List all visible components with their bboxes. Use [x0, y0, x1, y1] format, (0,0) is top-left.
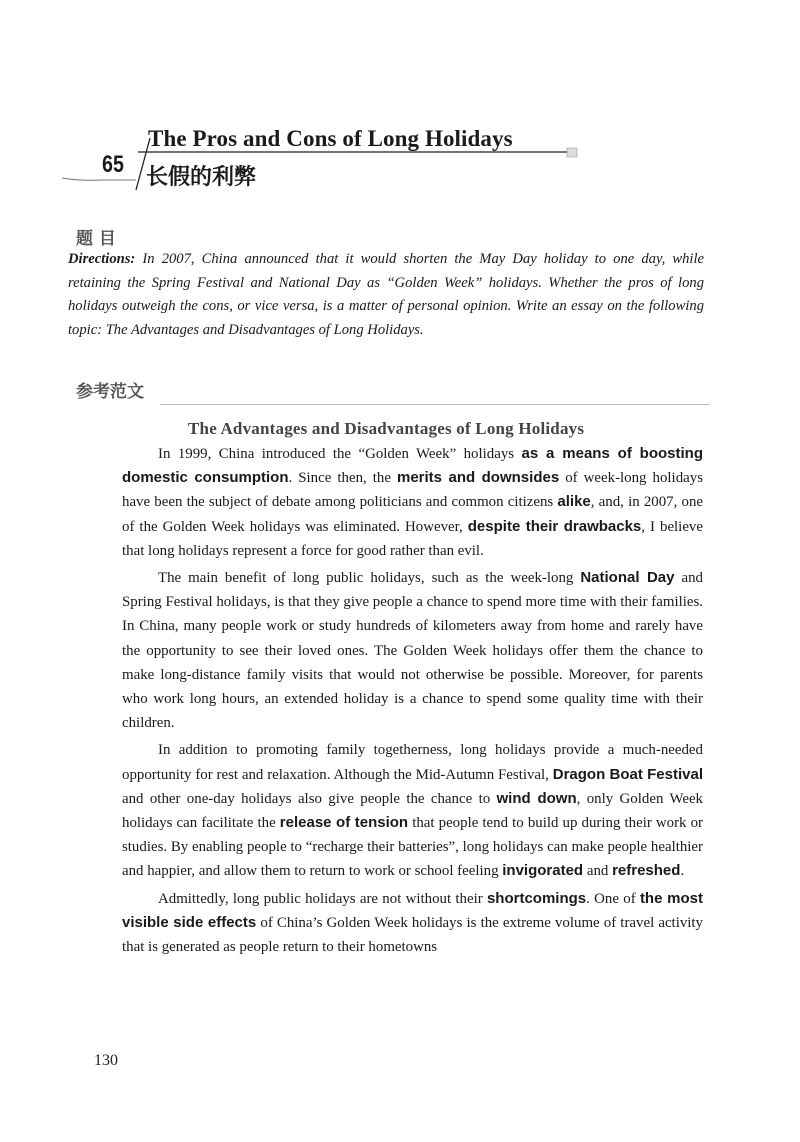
- essay-text: , I believe that long holidays represent a force for good rather than evil.: [122, 518, 703, 559]
- essay-text: . One of: [586, 890, 640, 907]
- essay-text: , only Golden Week holidays can facilitate the: [122, 790, 704, 832]
- lesson-number: 65: [102, 151, 124, 178]
- key-phrase: alike: [557, 493, 591, 511]
- key-phrase: shortcomings: [486, 889, 587, 907]
- key-phrase: as a means of boosting domestic consumption: [122, 445, 703, 487]
- essay-text: of China’s Golden Week holidays is the extreme volume of travel activity that is generated as people return to their hometowns: [122, 914, 704, 956]
- essay-text: . Since then, the: [288, 470, 397, 487]
- key-phrase: National Day: [580, 569, 675, 587]
- essay-text: The main benefit of long public holidays, such as the week-long: [158, 570, 581, 587]
- essay-text: In addition to promoting family togetherness, long holidays provide a much-needed opportunity for rest and relaxation. Although the Mid-Autumn Festival,: [122, 742, 703, 783]
- key-phrase: invigorated: [502, 862, 584, 880]
- essay-text: and other one-day holidays also give people the chance to: [122, 790, 497, 807]
- key-phrase: Dragon Boat Festival: [552, 765, 703, 783]
- key-phrase: release of tension: [279, 814, 409, 832]
- essay-paragraph: [122, 566, 703, 735]
- lesson-title-chinese: 长假的利弊: [146, 165, 257, 190]
- essay-text: and: [583, 863, 613, 880]
- lesson-header: [0, 0, 800, 200]
- lesson-title-english: The Pros and Cons of Long Holidays: [148, 126, 513, 151]
- directions-text: [68, 248, 704, 343]
- key-phrase: merits and downsides: [397, 469, 560, 487]
- essay-text: , and, in 2007, one of the Golden Week holidays was eliminated. However,: [122, 494, 704, 535]
- essay-text: of week-long holidays have been the subject of debate among politicians and common citizens: [122, 470, 703, 511]
- key-phrase: wind down: [496, 789, 577, 807]
- essay-paragraph: [122, 887, 703, 960]
- essay-paragraph: [122, 442, 703, 563]
- directions-label: Directions:: [68, 251, 136, 267]
- key-phrase: the most visible side effects: [122, 889, 703, 931]
- directions-body: In 2007, China announced that it would shorten the May Day holiday to one day, while retaining the Spring Festival and National Day as “Golden Week” holidays. Whether the pros of long holidays outweigh the cons, or vice versa, is a matter of personal opinion. Write an essay on the following topic: The Advantages and Disadvantages of Long Holidays.: [68, 251, 704, 339]
- essay-text: In 1999, China introduced the “Golden Week” holidays: [158, 446, 522, 462]
- essay-text: and Spring Festival holidays, is that they give people a chance to spend more time with their families. In China, many people work or study hundreds of kilometers away from home and rarely have the opportunity to see their loved ones. The Golden Week holidays offer them the chance to make long-distance family visits that would not otherwise be possible. Moreover, for parents who work long hours, an extended holiday is a chance to spend some quality time with their children.: [122, 570, 703, 732]
- key-phrase: refreshed: [612, 862, 681, 880]
- key-phrase: despite their drawbacks: [467, 517, 642, 535]
- essay-paragraph: [122, 738, 703, 883]
- essay-body: [122, 442, 703, 959]
- essay-text: that people tend to build up during their work or studies. By enabling people to “recharge their batteries”, long holidays can make people healthier and happier, and allow them to return to work or school feeling: [122, 815, 703, 880]
- section-divider: [160, 404, 710, 405]
- prompt-heading: 题 目: [76, 229, 116, 249]
- essay-text: .: [680, 863, 685, 880]
- essay-text: Admittedly, long public holidays are not without their: [158, 890, 487, 907]
- essay-title: The Advantages and Disadvantages of Long Holidays: [188, 419, 585, 438]
- sample-essay-heading: 参考范文: [76, 382, 144, 402]
- page-number: 130: [94, 1052, 118, 1069]
